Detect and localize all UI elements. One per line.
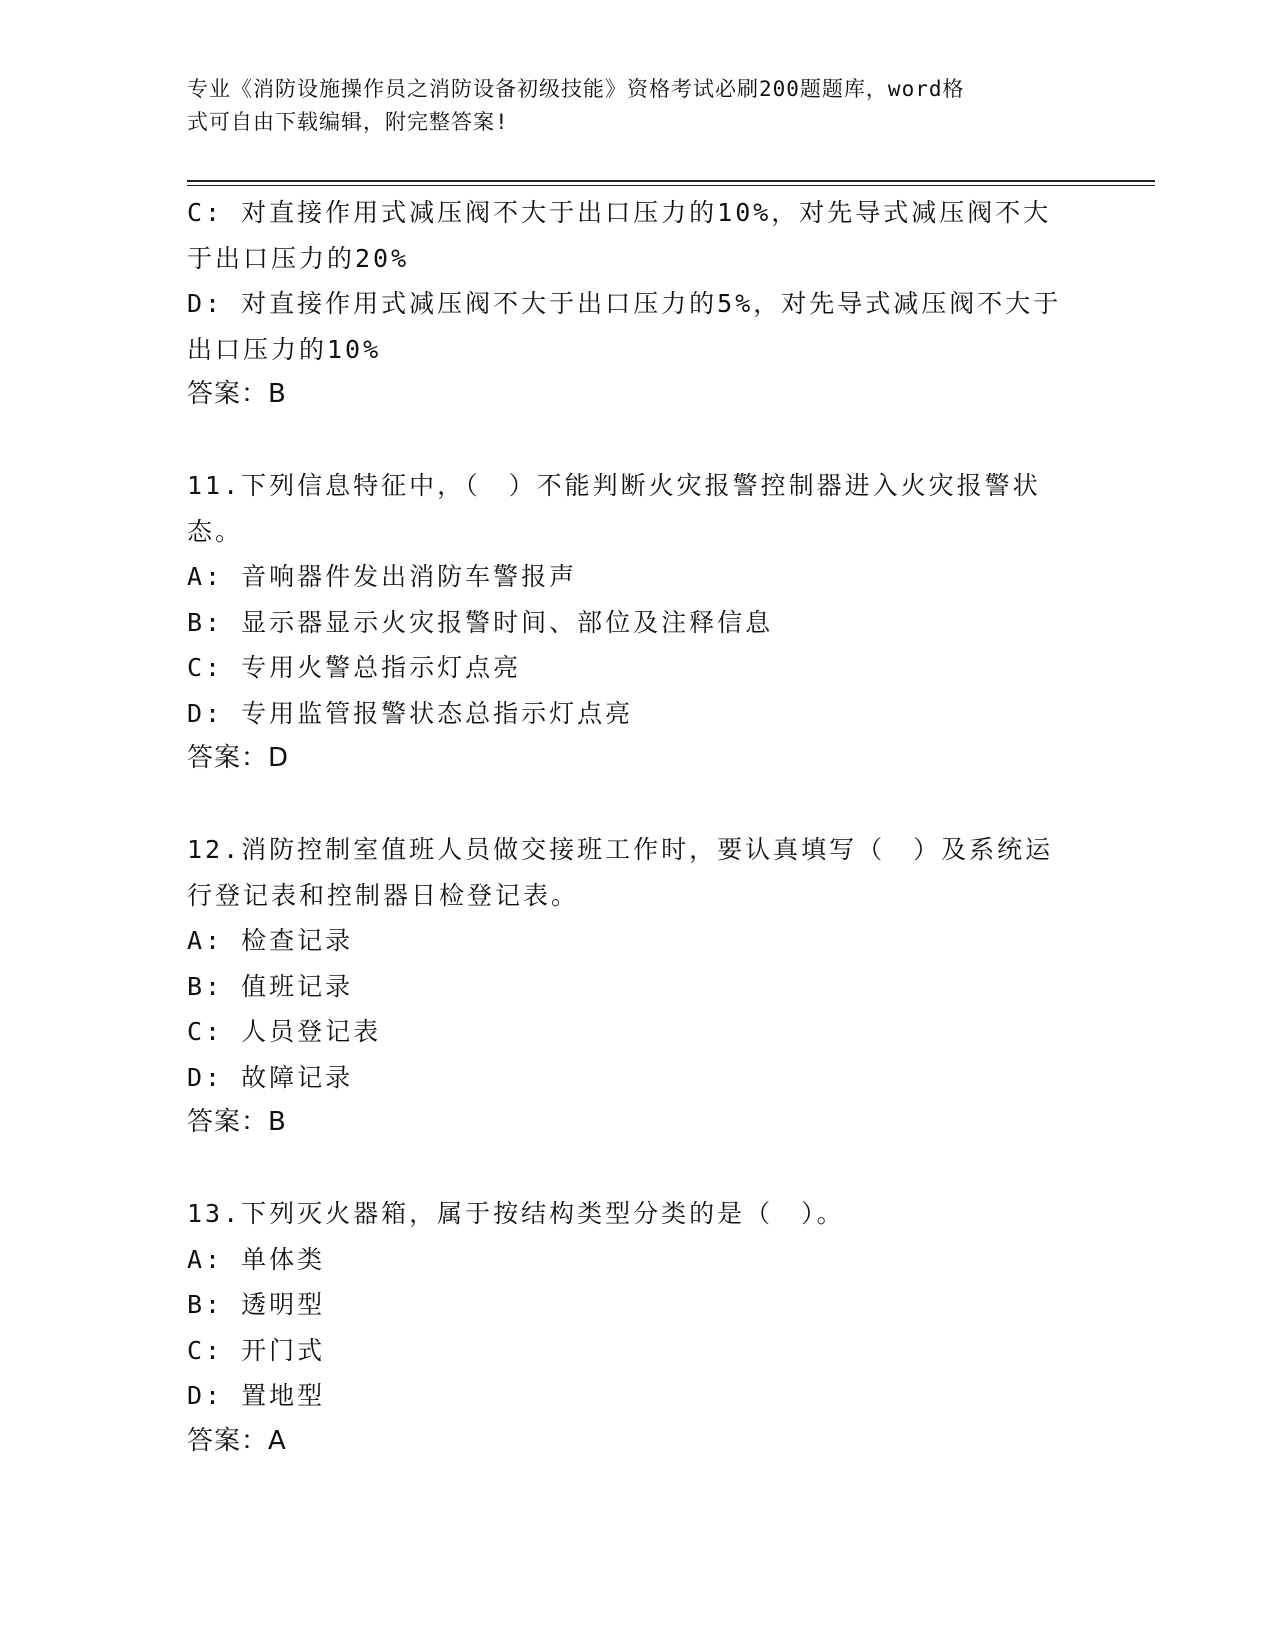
option-a: A: 检查记录 [187, 926, 354, 955]
option-d: D: 置地型 [187, 1381, 326, 1410]
option-c: C: 专用火警总指示灯点亮 [187, 653, 522, 682]
question-stem-line-2: 行登记表和控制器日检登记表。 [187, 880, 580, 910]
option-b: B: 透明型 [187, 1290, 326, 1319]
option-a: A: 音响器件发出消防车警报声 [187, 562, 578, 591]
question-10-tail [187, 190, 1087, 418]
question-12 [187, 827, 1087, 1146]
answer-label: 答案：A [187, 1425, 287, 1456]
spacer [187, 1146, 1087, 1192]
header-line-1: 专业《消防设施操作员之消防设备初级技能》资格考试必刷200题题库，word格 [187, 77, 965, 101]
question-stem-line-1: 12.消防控制室值班人员做交接班工作时，要认真填写（ ）及系统运 [187, 835, 1054, 864]
spacer [187, 782, 1087, 828]
option-d: D: 专用监管报警状态总指示灯点亮 [187, 698, 634, 728]
answer-label: 答案：B [187, 379, 287, 409]
question-stem-line-1: 11.下列信息特征中，（ ）不能判断火灾报警控制器进入火灾报警状 [187, 471, 1041, 500]
question-13 [187, 1191, 1087, 1464]
option-d-line-2: 出口压力的10% [187, 334, 382, 364]
question-stem-line-1: 13.下列灭火器箱，属于按结构类型分类的是（ ）。 [187, 1199, 845, 1228]
header-divider-thick [187, 180, 1155, 182]
option-c: C: 人员登记表 [187, 1017, 382, 1046]
header-divider-thin [187, 185, 1155, 186]
answer-label: 答案：B [187, 1107, 287, 1137]
header-line-2: 式可自由下载编辑，附完整答案! [187, 110, 509, 134]
option-d-line-1: D: 对直接作用式减压阀不大于出口压力的5%，对先导式减压阀不大于 [187, 289, 1062, 318]
document-header [187, 73, 1067, 139]
question-list [187, 190, 1087, 1464]
spacer [187, 418, 1087, 464]
option-d: D: 故障记录 [187, 1062, 354, 1092]
option-c-line-1: C: 对直接作用式减压阀不大于出口压力的10%，对先导式减压阀不大 [187, 198, 1052, 227]
option-a: A: 单体类 [187, 1244, 326, 1274]
option-b: B: 值班记录 [187, 971, 354, 1001]
option-c: C: 开门式 [187, 1335, 326, 1365]
option-b: B: 显示器显示火灾报警时间、部位及注释信息 [187, 607, 774, 637]
question-11 [187, 463, 1087, 782]
question-stem-line-2: 态。 [187, 516, 244, 546]
option-c-line-2: 于出口压力的20% [187, 243, 410, 273]
answer-label: 答案：D [187, 743, 290, 773]
